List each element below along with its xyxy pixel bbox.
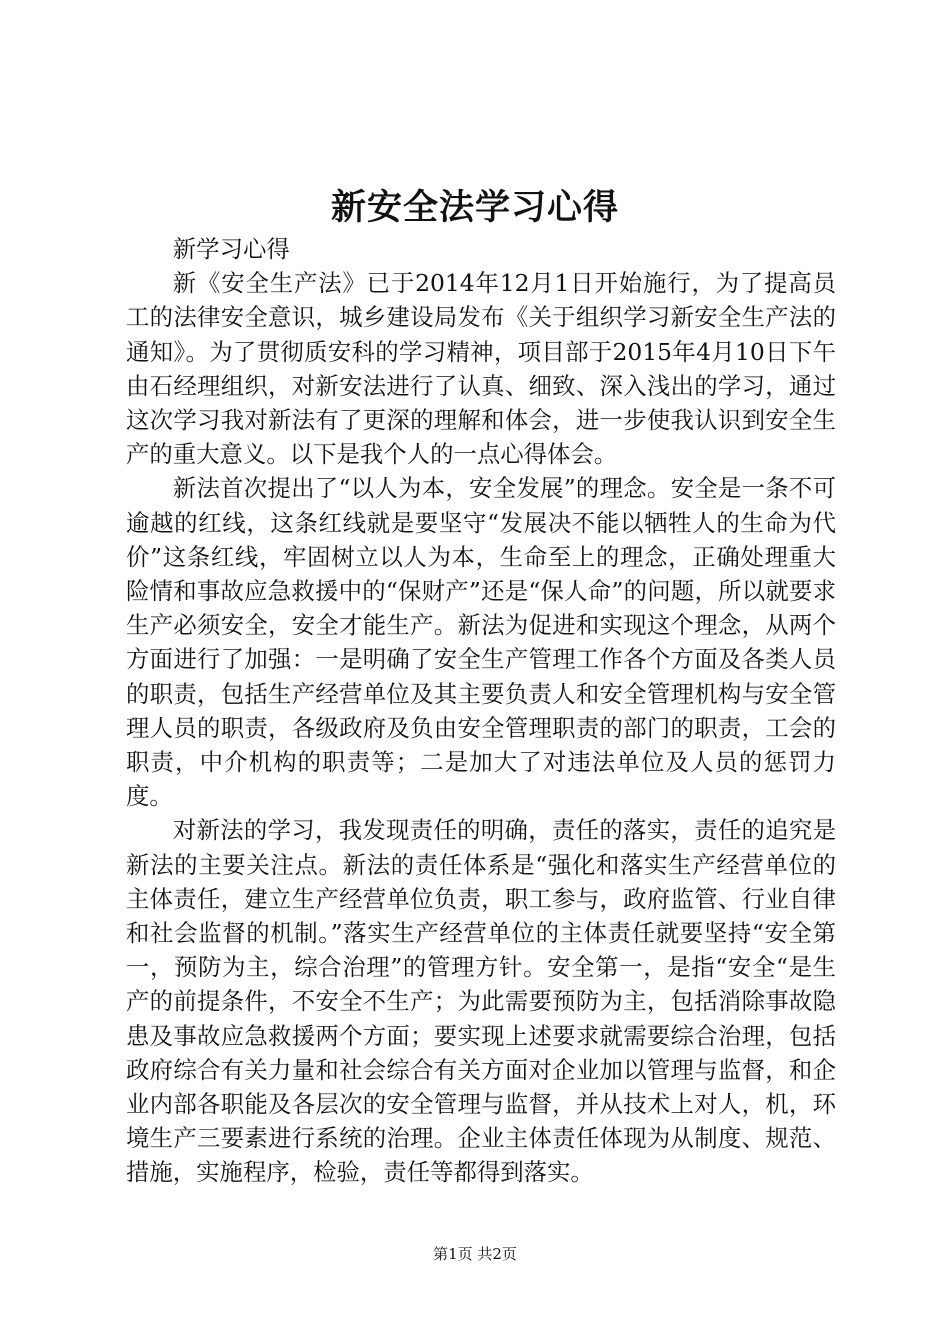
paragraph: 新法首次提出了“以人为本，安全发展”的理念。安全是一条不可逾越的红线，这条红线就是要坚守“发展决不能以牺牲人的生命为代价”这条红线，牢固树立以人为本，生命至上的理念，正确处理重大险情和事故应急救援中的“保财产”还是“保人命”的问题，所以就要求生产必须安全，安全才能生产。新法为促进和实现这个理念，从两个方面进行了加强：一是明确了安全生产管理工作各个方面及各类人员的职责，包括生产经营单位及其主要负责人和安全管理机构与安全管理人员的职责，各级政府及负由安全管理职责的部门的职责，工会的职责，中介机构的职责等；二是加大了对违法单位及人员的惩罚力度。 [126,474,836,811]
paragraph-subtitle: 新学习心得 [172,235,290,263]
document-body [126,232,836,1190]
paragraph: 对新法的学习，我发现责任的明确，责任的落实，责任的追究是新法的主要关注点。新法的责任体系是“强化和落实生产经营单位的主体责任，建立生产经营单位负责，职工参与，政府监管、行业自律和社会监督的机制。”落实生产经营单位的主体责任就要坚持“安全第一，预防为主，综合治理”的管理方针。安全第一，是指“安全“是生产的前提条件，不安全不生产；为此需要预防为主，包括消除事故隐患及事故应急救援两个方面；要实现上述要求就需要综合治理，包括政府综合有关力量和社会综合有关方面对企业加以管理与监督，和企业内部各职能及各层次的安全管理与监督，并从技术上对人，机，环境生产三要素进行系统的治理。企业主体责任体现为从制度、规范、措施，实施程序，检验，责任等都得到落实。 [126,816,836,1187]
document-title: 新安全法学习心得 [330,187,619,228]
paragraph: 新《安全生产法》已于2014年12月1日开始施行，为了提高员工的法律安全意识，城乡建设局发布《关于组织学习新安全生产法的通知》。为了贯彻质安科的学习精神，项目部于2015年4月10日下午由石经理组织，对新安法进行了认真、细致、深入浅出的学习，通过这次学习我对新法有了更深的理解和体会，进一步使我认识到安全生产的重大意义。以下是我个人的一点心得体会。 [126,269,836,469]
page-footer: 第1页 共2页 [433,1245,517,1263]
